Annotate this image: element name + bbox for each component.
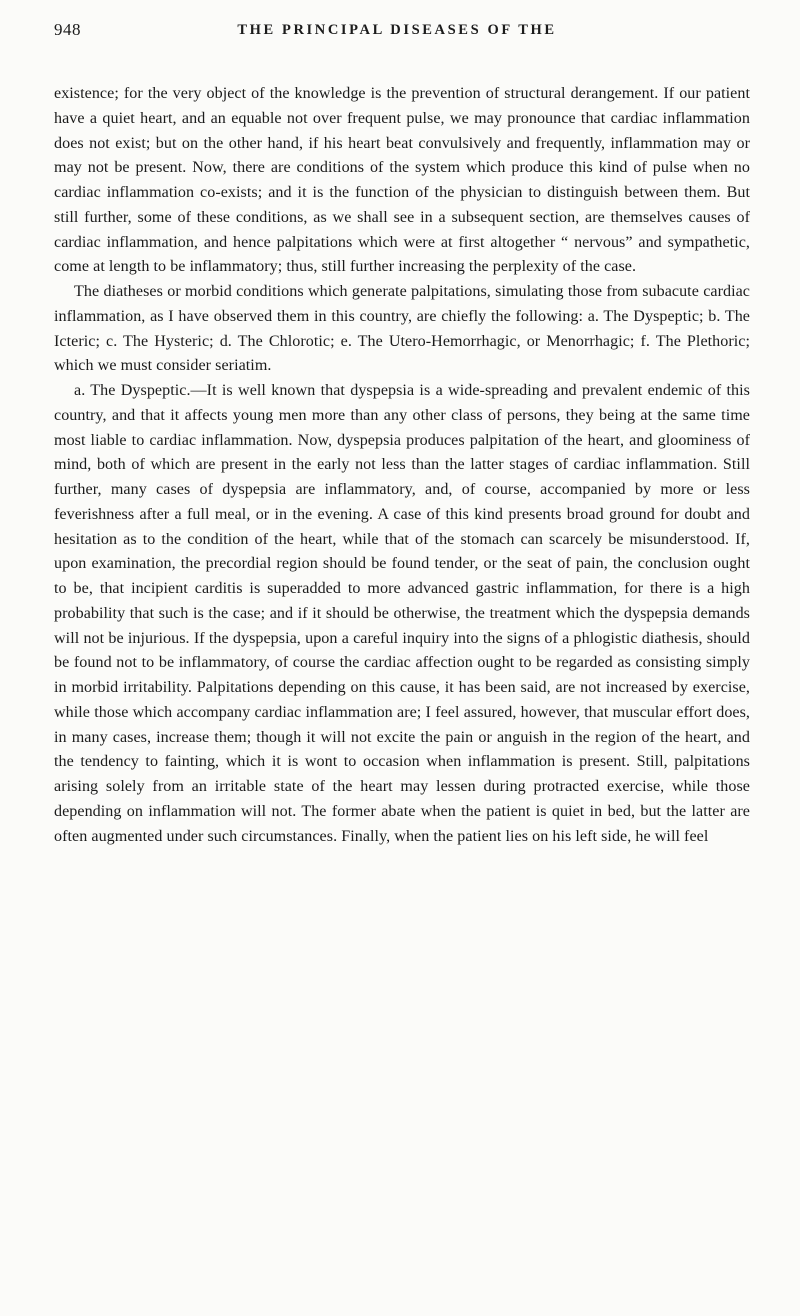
paragraph: existence; for the very object of the knowledge is the prevention of structural derangement. If our patient have a quiet heart, and an equable not over frequent pulse, we may pronounce that cardiac inflammation does not exist; but on the other hand, if his heart beat convulsively and frequently, inflammation may or may not be present. Now, there are conditions of the system which produce this kind of pulse when no cardiac inflammation co-exists; and it is the function of the physician to distinguish between them. But still further, some of these conditions, as we shall see in a subsequent section, are themselves causes of cardiac inflammation, and hence palpitations which were at first altogether “ nervous” and sympathetic, come at length to be inflammatory; thus, still further increasing the perplexity of the case. <box>54 85 750 276</box>
paragraph: The diatheses or morbid conditions which generate palpitations, simulating those from subacute cardiac inflammation, as I have observed them in this country, are chiefly the following: a. The Dyspeptic; b. The Icteric; c. The Hysteric; d. The Chlorotic; e. The Utero-Hemorrhagic, or Menorrhagic; f. The Plethoric; which we must consider seriatim. <box>54 283 750 375</box>
page-header <box>54 20 740 48</box>
page-body <box>54 82 750 849</box>
page-number: 948 <box>54 20 81 39</box>
paragraph: a. The Dyspeptic.—It is well known that dyspepsia is a wide-spreading and prevalent endemic of this country, and that it affects young men more than any other class of persons, they being at the same time most liable to cardiac inflammation. Now, dyspepsia produces palpitation of the heart, and gloominess of mind, both of which are present in the early not less than the latter stages of cardiac inflammation. Still further, many cases of dyspepsia are inflammatory, and, of course, accompanied by more or less feverishness after a full meal, or in the evening. A case of this kind presents broad ground for doubt and hesitation as to the condition of the heart, while that of the stomach can scarcely be misunderstood. If, upon examination, the precordial region should be found tender, or the seat of pain, the conclusion ought to be, that incipient carditis is superadded to more advanced gastric inflammation, for there is a high probability that such is the case; and if it should be otherwise, the treatment which the dyspepsia demands will not be injurious. If the dyspepsia, upon a careful inquiry into the signs of a phlogistic diathesis, should be found not to be inflammatory, of course the cardiac affection ought to be regarded as consisting simply in morbid irritability. Palpitations depending on this cause, it has been said, are not increased by exercise, while those which accompany cardiac inflammation are; I feel assured, however, that muscular effort does, in many cases, increase them; though it will not excite the pain or anguish in the region of the heart, and the tendency to fainting, which it is wont to occasion when inflammation is present. Still, palpitations arising solely from an irritable state of the heart may lessen during protracted exercise, while those depending on inflammation will not. The former abate when the patient is quiet in bed, but the latter are often augmented under such circumstances. Finally, when the patient lies on his left side, he will feel <box>54 382 750 845</box>
running-head: THE PRINCIPAL DISEASES OF THE <box>237 22 557 38</box>
